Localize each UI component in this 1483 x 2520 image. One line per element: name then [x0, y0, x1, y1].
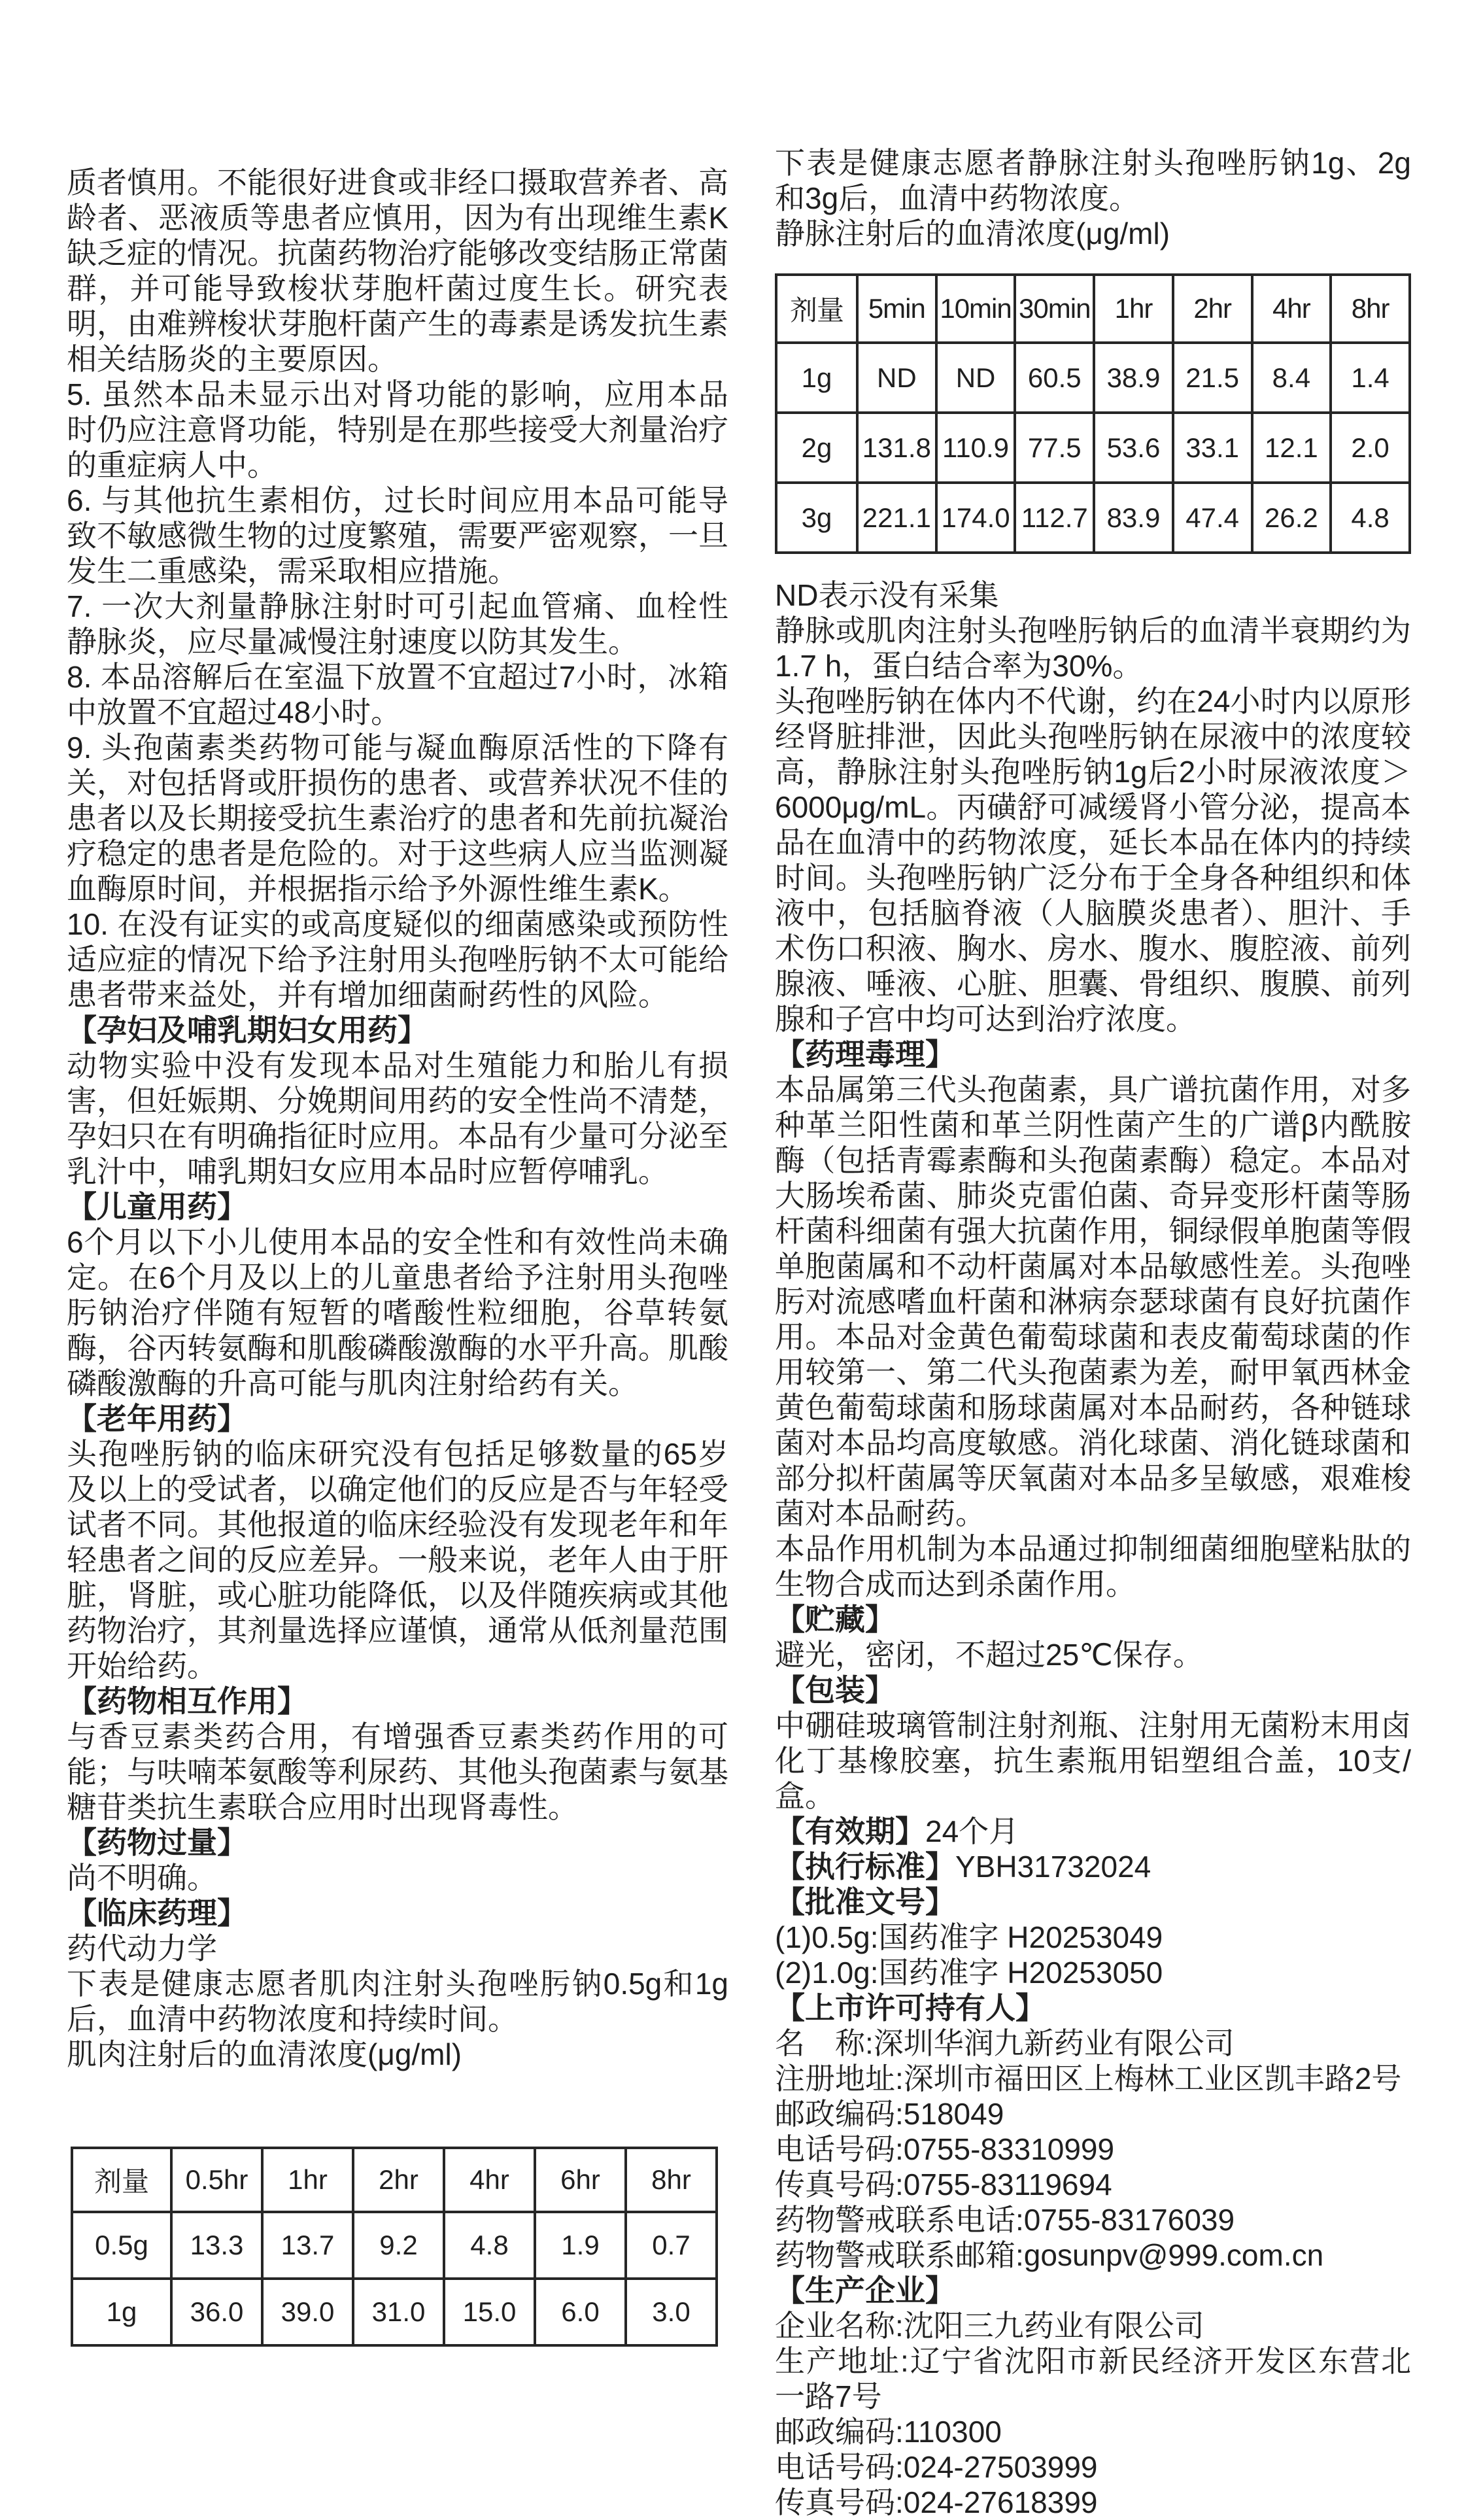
table-row	[72, 2279, 717, 2345]
paragraph: 中硼硅玻璃管制注射剂瓶、注射用无菌粉末用卤化丁基橡胶塞，抗生素瓶用铝塑组合盖，10支/盒。	[775, 1708, 1411, 1813]
paragraph: 传真号码:024-27618399	[775, 2485, 1098, 2519]
im-table-caption: 肌肉注射后的血清浓度(μg/ml)	[67, 2037, 462, 2071]
section-heading: 【上市许可持有人】	[775, 1991, 1046, 2025]
paragraph: 头孢唑肟钠在体内不代谢，约在24小时内以原形经肾脏排泄，因此头孢唑肟钠在尿液中的浓度较高，静脉注射头孢唑肟钠1g后2小时尿液浓度＞6000μg/mL。丙磺舒可减缓肾小管分泌，提高本品在血清中的药物浓度，延长本品在体内的持续时间。头孢唑肟钠广泛分布于全身各种组织和体液中，包括脑脊液（人脑膜炎患者）、胆汁、手术伤口积液、胸水、房水、腹水、腹腔液、前列腺液、唾液、心脏、胆囊、骨组织、腹膜、前列腺和子宫中均可达到治疗浓度。	[775, 684, 1411, 1036]
value-cell: 0.7	[626, 2212, 717, 2279]
table-header-cell: 0.5hr	[171, 2148, 262, 2212]
value-cell: 174.0	[936, 483, 1015, 553]
paragraph: 药物警戒联系电话:0755-83176039	[775, 2203, 1235, 2237]
paragraph: 6个月以下小儿使用本品的安全性和有效性尚未确定。在6个月及以上的儿童患者给予注射用头孢唑肟钠治疗伴随有短暂的嗜酸性粒细胞，谷草转氨酶，谷丙转氨酶和肌酸磷酸激酶的水平升高。肌酸磷酸激酶的升高可能与肌肉注射给药有关。	[67, 1225, 728, 1400]
section-heading: 【贮藏】	[775, 1602, 895, 1636]
value-cell: 6.0	[535, 2279, 626, 2345]
value-cell: 60.5	[1015, 343, 1094, 413]
paragraph: 与香豆素类药合用，有增强香豆素类药作用的可能；与呋喃苯氨酸等利尿药、其他头孢菌素与氨基糖苷类抗生素联合应用时出现肾毒性。	[67, 1719, 728, 1824]
table-header-cell: 5min	[857, 275, 936, 343]
left-column	[67, 165, 728, 2347]
dose-cell: 2g	[776, 413, 857, 483]
paragraph: (2)1.0g:国药准字 H20253050	[775, 1956, 1163, 1990]
paragraph: 下表是健康志愿者静脉注射头孢唑肟钠1g、2g和3g后，血清中药物浓度。	[775, 146, 1411, 215]
table-header-cell: 2hr	[1173, 275, 1252, 343]
value-cell: 33.1	[1173, 413, 1252, 483]
table-header-cell: 剂量	[776, 275, 857, 343]
table-header-row	[776, 275, 1410, 343]
value-cell: 26.2	[1252, 483, 1331, 553]
paragraph: 名 称:深圳华润九新药业有限公司	[775, 2026, 1235, 2060]
paragraph: 8. 本品溶解后在室温下放置不宜超过7小时，冰箱中放置不宜超过48小时。	[67, 660, 728, 729]
value-cell: 131.8	[857, 413, 936, 483]
section-heading: 【临床药理】	[67, 1896, 247, 1930]
paragraph	[775, 1849, 1411, 1884]
section-heading: 【孕妇及哺乳期妇女用药】	[67, 1013, 428, 1047]
table-row	[776, 483, 1410, 553]
paragraph: 电话号码:024-27503999	[775, 2450, 1098, 2484]
paragraph: 企业名称:沈阳三九药业有限公司	[775, 2309, 1204, 2343]
iv-serum-concentration-table	[775, 273, 1411, 554]
paragraph: 尚不明确。	[67, 1861, 217, 1895]
value-cell: ND	[857, 343, 936, 413]
paragraph: 电话号码:0755-83310999	[775, 2132, 1115, 2166]
value-cell: 83.9	[1094, 483, 1173, 553]
table-header-cell: 4hr	[1252, 275, 1331, 343]
heading-value: 24个月	[925, 1814, 1019, 1848]
paragraph: 5. 虽然本品未显示出对肾功能的影响，应用本品时仍应注意肾功能，特别是在那些接受大剂量治疗的重症病人中。	[67, 377, 728, 482]
value-cell: 112.7	[1015, 483, 1094, 553]
value-cell: 15.0	[444, 2279, 535, 2345]
table-header-cell: 10min	[936, 275, 1015, 343]
paragraph: 质者慎用。不能很好进食或非经口摄取营养者、高龄者、恶液质等患者应慎用，因为有出现维生素K缺乏症的情况。抗菌药物治疗能够改变结肠正常菌群，并可能导致梭状芽胞杆菌过度生长。研究表明，由难辨梭状芽胞杆菌产生的毒素是诱发抗生素相关结肠炎的主要原因。	[67, 165, 728, 376]
value-cell: 2.0	[1331, 413, 1410, 483]
paragraph: 避光，密闭，不超过25℃保存。	[775, 1638, 1203, 1672]
paragraph: 传真号码:0755-83119694	[775, 2167, 1112, 2201]
table-header-cell: 4hr	[444, 2148, 535, 2212]
left-column-text	[67, 165, 728, 2037]
value-cell: 13.7	[262, 2212, 353, 2279]
table-row	[72, 2212, 717, 2279]
dose-cell: 0.5g	[72, 2212, 171, 2279]
paragraph: 6. 与其他抗生素相仿，过长时间应用本品可能导致不敏感微生物的过度繁殖，需要严密观察，一旦发生二重感染，需采取相应措施。	[67, 483, 728, 588]
paragraph: 注册地址:深圳市福田区上梅林工业区凯丰路2号	[775, 2062, 1402, 2096]
section-heading: 【有效期】	[775, 1814, 925, 1848]
value-cell: 38.9	[1094, 343, 1173, 413]
paragraph: 邮政编码:518049	[775, 2097, 1004, 2131]
paragraph: 药物警戒联系邮箱:gosunpv@999.com.cn	[775, 2238, 1324, 2272]
section-heading: 【药理毒理】	[775, 1037, 955, 1071]
paragraph: 头孢唑肟钠的临床研究没有包括足够数量的65岁及以上的受试者，以确定他们的反应是否与年轻受试者不同。其他报道的临床经验没有发现老年和年轻患者之间的反应差异。一般来说，老年人由于肝脏，肾脏，或心脏功能降低，以及伴随疾病或其他药物治疗，其剂量选择应谨慎，通常从低剂量范围开始给药。	[67, 1437, 728, 1683]
section-heading: 【批准文号】	[775, 1885, 955, 1919]
table-header-cell: 1hr	[262, 2148, 353, 2212]
value-cell: 1.9	[535, 2212, 626, 2279]
value-cell: 53.6	[1094, 413, 1173, 483]
paragraph: 10. 在没有证实的或高度疑似的细菌感染或预防性适应症的情况下给予注射用头孢唑肟钠不太可能给患者带来益处，并有增加细菌耐药性的风险。	[67, 907, 728, 1012]
heading-value: YBH31732024	[955, 1850, 1151, 1884]
value-cell: 4.8	[444, 2212, 535, 2279]
paragraph: 9. 头孢菌素类药物可能与凝血酶原活性的下降有关，对包括肾或肝损伤的患者、或营养状况不佳的患者以及长期接受抗生素治疗的患者和先前抗凝治疗稳定的患者是危险的。对于这些病人应当监测凝血酶原时间，并根据指示给予外源性维生素K。	[67, 731, 728, 906]
section-heading: 【生产企业】	[775, 2273, 955, 2307]
table-header-cell: 8hr	[626, 2148, 717, 2212]
value-cell: 221.1	[857, 483, 936, 553]
value-cell: 39.0	[262, 2279, 353, 2345]
table-header-cell: 1hr	[1094, 275, 1173, 343]
iv-table-caption: 静脉注射后的血清浓度(μg/ml)	[775, 216, 1170, 250]
value-cell: 110.9	[936, 413, 1015, 483]
right-column-text	[775, 613, 1411, 2520]
value-cell: 13.3	[171, 2212, 262, 2279]
iv-table-footnote: ND表示没有采集	[775, 578, 999, 612]
section-heading: 【老年用药】	[67, 1402, 247, 1436]
table-row	[776, 413, 1410, 483]
value-cell: 36.0	[171, 2279, 262, 2345]
value-cell: 9.2	[353, 2212, 444, 2279]
value-cell: 3.0	[626, 2279, 717, 2345]
value-cell: 21.5	[1173, 343, 1252, 413]
right-column-intro	[775, 145, 1411, 216]
value-cell: 1.4	[1331, 343, 1410, 413]
table-header-cell: 30min	[1015, 275, 1094, 343]
value-cell: 77.5	[1015, 413, 1094, 483]
table-header-cell: 剂量	[72, 2148, 171, 2212]
section-heading: 【药物过量】	[67, 1825, 247, 1859]
value-cell: 47.4	[1173, 483, 1252, 553]
dose-cell: 3g	[776, 483, 857, 553]
value-cell: ND	[936, 343, 1015, 413]
table-header-cell: 8hr	[1331, 275, 1410, 343]
paragraph: 7. 一次大剂量静脉注射时可引起血管痛、血栓性静脉炎，应尽量减慢注射速度以防其发生。	[67, 589, 728, 659]
right-column	[775, 145, 1411, 2520]
paragraph: 生产地址:辽宁省沈阳市新民经济开发区东营北一路7号	[775, 2344, 1411, 2413]
table-header-cell: 2hr	[353, 2148, 444, 2212]
section-heading: 【执行标准】	[775, 1850, 955, 1884]
paragraph: 下表是健康志愿者肌肉注射头孢唑肟钠0.5g和1g后，血清中药物浓度和持续时间。	[67, 1967, 728, 2036]
paragraph: 邮政编码:110300	[775, 2415, 1002, 2449]
section-heading: 【儿童用药】	[67, 1190, 247, 1224]
value-cell: 31.0	[353, 2279, 444, 2345]
value-cell: 8.4	[1252, 343, 1331, 413]
paragraph: (1)0.5g:国药准字 H20253049	[775, 1920, 1163, 1954]
dose-cell: 1g	[776, 343, 857, 413]
dose-cell: 1g	[72, 2279, 171, 2345]
table-row	[776, 343, 1410, 413]
paragraph: 本品作用机制为本品通过抑制细菌细胞壁粘肽的生物合成而达到杀菌作用。	[775, 1532, 1411, 1601]
value-cell: 12.1	[1252, 413, 1331, 483]
im-serum-concentration-table	[71, 2147, 718, 2347]
paragraph: 药代动力学	[67, 1931, 217, 1965]
paragraph: 静脉或肌肉注射头孢唑肟钠后的血清半衰期约为1.7 h，蛋白结合率为30%。	[775, 613, 1411, 683]
paragraph: 本品属第三代头孢菌素，具广谱抗菌作用，对多种革兰阳性菌和革兰阴性菌产生的广谱β内酰胺酶（包括青霉素酶和头孢菌素酶）稳定。本品对大肠埃希菌、肺炎克雷伯菌、奇异变形杆菌等肠杆菌科细菌有强大抗菌作用，铜绿假单胞菌等假单胞菌属和不动杆菌属对本品敏感性差。头孢唑肟对流感嗜血杆菌和淋病奈瑟球菌有良好抗菌作用。本品对金黄色葡萄球菌和表皮葡萄球菌的作用较第一、第二代头孢菌素为差，耐甲氧西林金黄色葡萄球菌和肠球菌属对本品耐药，各种链球菌对本品均高度敏感。消化球菌、消化链球菌和部分拟杆菌属等厌氧菌对本品多呈敏感，艰难梭菌对本品耐药。	[775, 1073, 1411, 1530]
paragraph: 动物实验中没有发现本品对生殖能力和胎儿有损害，但妊娠期、分娩期间用药的安全性尚不清楚，孕妇只在有明确指征时应用。本品有少量可分泌至乳汁中，哺乳期妇女应用本品时应暂停哺乳。	[67, 1048, 728, 1188]
value-cell: 4.8	[1331, 483, 1410, 553]
section-heading: 【药物相互作用】	[67, 1684, 307, 1718]
section-heading: 【包装】	[775, 1673, 895, 1707]
paragraph	[775, 1814, 1411, 1849]
table-header-row	[72, 2148, 717, 2212]
table-header-cell: 6hr	[535, 2148, 626, 2212]
